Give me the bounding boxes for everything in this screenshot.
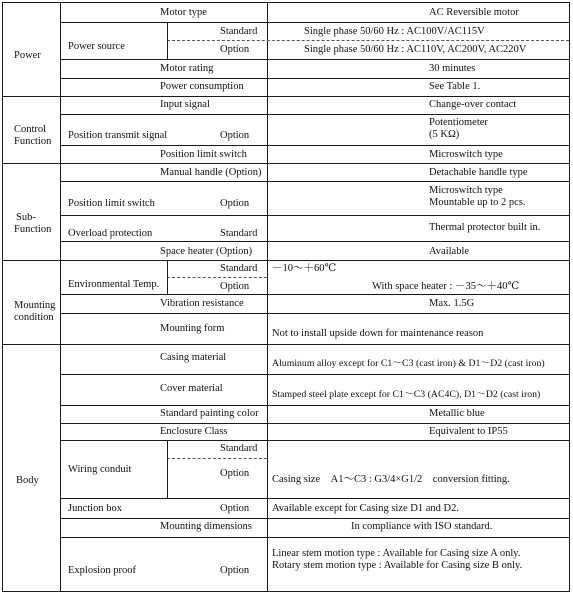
row-separator — [60, 78, 570, 79]
item-value: Microswitch type — [429, 149, 503, 160]
row-separator — [60, 241, 570, 242]
row-separator-dashed — [167, 40, 569, 41]
item-value: Casing size A1～C3 : G3/4×G1/2 conversion fitting. — [272, 474, 510, 485]
item-label: Overload protection — [68, 228, 153, 239]
item-value: Rotary stem motion type : Available for Casing size B only. — [272, 560, 523, 571]
item-label: Manual handle (Option) — [160, 167, 262, 178]
item-value: Change-over contact — [429, 99, 517, 110]
item-label: Environmental Temp. — [68, 279, 160, 290]
item-value: 30 minutes — [429, 63, 476, 74]
item-label: Junction box — [68, 503, 122, 514]
item-label: Enclosure Class — [160, 426, 228, 437]
item-label: Vibration resistance — [160, 298, 244, 309]
row-separator — [60, 440, 570, 441]
table-border-left — [2, 2, 3, 592]
item-value: Potentiometer — [429, 117, 488, 128]
item-value: Max. 1.5G — [429, 298, 475, 309]
sub-divider — [167, 440, 168, 498]
item-value: Linear stem motion type : Available for Casing size A only. — [272, 548, 521, 559]
item-label: Position limit switch — [160, 149, 247, 160]
item-value: See Table 1. — [429, 81, 481, 92]
item-value: (5 KΩ) — [429, 129, 460, 140]
table-border-right — [569, 2, 570, 592]
group-label-control: Control — [14, 124, 47, 135]
row-separator — [60, 518, 570, 519]
item-value: AC Reversible motor — [429, 7, 519, 18]
item-label: Position limit switch — [68, 198, 155, 209]
item-label: Mounting form — [160, 323, 225, 334]
group-separator — [2, 163, 570, 164]
item-label: Power source — [68, 41, 125, 52]
row-separator — [60, 498, 570, 499]
sub-label-option: Option — [220, 468, 250, 479]
item-label: Position transmit signal — [68, 130, 168, 141]
row-separator — [60, 294, 570, 295]
group-label-mounting: Mounting — [14, 300, 56, 311]
item-value: Single phase 50/60 Hz : AC100V/AC115V — [304, 26, 485, 37]
sub-label-option: Option — [220, 130, 250, 141]
item-label: Cover material — [160, 383, 223, 394]
column-divider-group — [60, 2, 61, 592]
item-label: Wiring conduit — [68, 464, 132, 475]
sub-divider — [167, 22, 168, 59]
item-value: Aluminum alloy except for C1～C3 (cast iron) & D1～D2 (cast iron) — [272, 358, 545, 369]
item-label: Explosion proof — [68, 565, 136, 576]
table-border-bottom — [2, 591, 570, 592]
item-value: With space heater : －35～＋40℃ — [372, 281, 520, 292]
group-label-control: Function — [14, 136, 52, 147]
group-label-sub-function: Sub- — [16, 212, 36, 223]
item-value: Equivalent to IP55 — [429, 426, 508, 437]
item-label: Space heater (Option) — [160, 246, 253, 257]
sub-label-option: Option — [220, 565, 250, 576]
item-value: Metallic blue — [429, 408, 485, 419]
row-separator — [60, 405, 570, 406]
column-divider-value — [267, 2, 268, 592]
item-label: Power consumption — [160, 81, 244, 92]
group-separator — [2, 344, 570, 345]
sub-label-standard: Standard — [220, 228, 258, 239]
row-separator — [60, 114, 570, 115]
item-value: Detachable handle type — [429, 167, 528, 178]
sub-label-option: Option — [220, 198, 250, 209]
row-separator — [60, 537, 570, 538]
spec-table — [2, 2, 570, 592]
group-label-sub-function: Function — [14, 224, 52, 235]
table-border-top — [2, 2, 570, 3]
sub-label-option: Option — [220, 281, 250, 292]
row-separator — [60, 374, 570, 375]
row-separator — [60, 145, 570, 146]
row-separator — [60, 423, 570, 424]
group-label-power: Power — [14, 50, 41, 61]
group-separator — [2, 96, 570, 97]
item-value: －10～＋60℃ — [272, 263, 337, 274]
row-separator — [60, 181, 570, 182]
item-label: Motor type — [160, 7, 207, 18]
item-value: In compliance with ISO standard. — [351, 521, 493, 532]
sub-divider — [167, 260, 168, 294]
row-separator-dashed — [167, 277, 267, 278]
row-separator-dashed — [167, 458, 267, 459]
sub-label-standard: Standard — [220, 26, 258, 37]
sub-label-option: Option — [220, 44, 250, 55]
item-value: Microswitch type — [429, 185, 503, 196]
item-value: Available — [429, 246, 470, 257]
item-value: Available except for Casing size D1 and D2. — [272, 503, 459, 514]
group-label-mounting: condition — [14, 312, 54, 323]
group-separator — [2, 260, 570, 261]
item-label: Casing material — [160, 352, 227, 363]
item-label: Motor rating — [160, 63, 214, 74]
item-value: Stamped steel plate except for C1～C3 (AC4C), D1～D2 (cast iron) — [272, 389, 541, 400]
item-label: Mounting dimensions — [160, 521, 252, 532]
item-value: Mountable up to 2 pcs. — [429, 197, 526, 208]
sub-label-standard: Standard — [220, 263, 258, 274]
item-label: Standard painting color — [160, 408, 259, 419]
row-separator — [60, 22, 570, 23]
sub-label-standard: Standard — [220, 443, 258, 454]
row-separator — [60, 313, 570, 314]
group-label-body: Body — [16, 475, 39, 486]
row-separator — [60, 215, 570, 216]
sub-label-option: Option — [220, 503, 250, 514]
item-value: Thermal protector built in. — [429, 222, 541, 233]
row-separator — [60, 59, 570, 60]
item-label: Input signal — [160, 99, 210, 110]
item-value: Not to install upside down for maintenance reason — [272, 328, 484, 339]
item-value: Single phase 50/60 Hz : AC110V, AC200V, AC220V — [304, 44, 527, 55]
